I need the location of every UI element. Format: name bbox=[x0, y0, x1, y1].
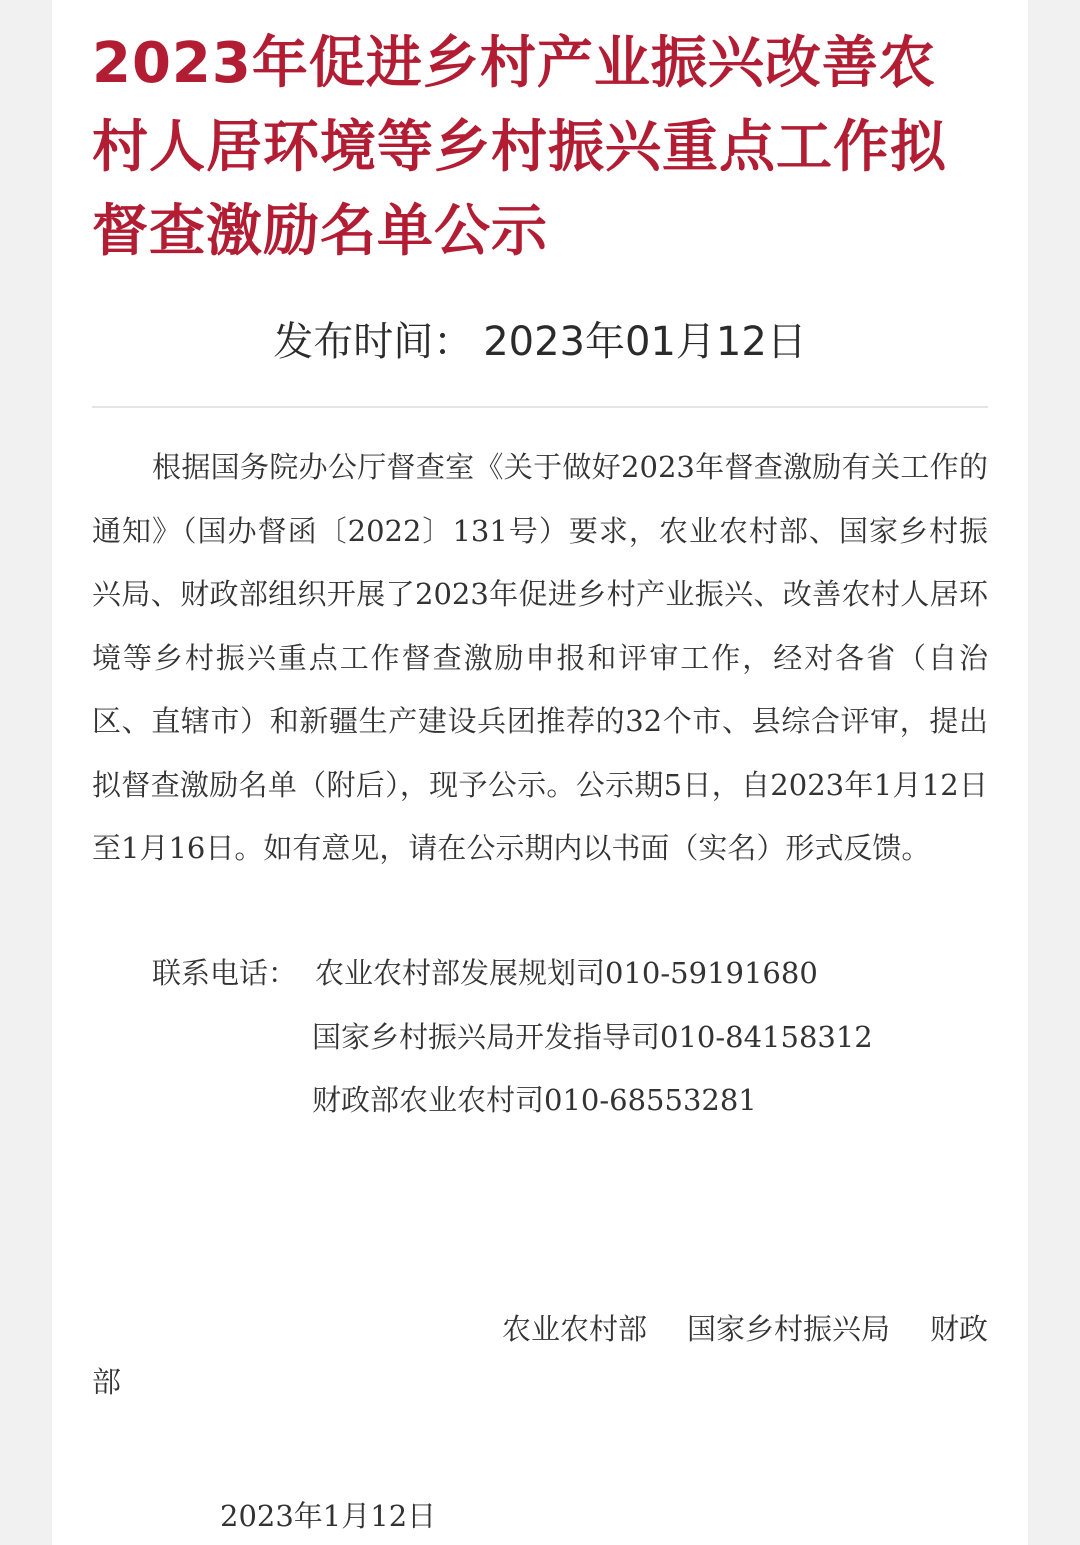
signer-mof-tail: 部 bbox=[92, 1365, 122, 1399]
signer-mof-head: 财政 bbox=[929, 1312, 988, 1346]
signing-date: 2023年1月12日 bbox=[220, 1499, 437, 1533]
contact-line-3 bbox=[312, 1080, 757, 1120]
contact-label: 联系电话： bbox=[152, 956, 298, 990]
publish-time-value: 2023年01月12日 bbox=[483, 319, 807, 365]
article-page bbox=[52, 0, 1028, 1545]
title-divider bbox=[92, 406, 988, 408]
publish-time-label: 发布时间： bbox=[273, 319, 474, 365]
contact-phone-moa: 农业农村部发展规划司010-59191680 bbox=[315, 956, 818, 990]
contact-line-1 bbox=[152, 953, 818, 993]
signer-moa: 农业农村部 bbox=[501, 1312, 647, 1346]
contact-phone-nrra: 国家乡村振兴局开发指导司010-84158312 bbox=[312, 1020, 873, 1054]
article-title: 2023年促进乡村产业振兴改善农村人居环境等乡村振兴重点工作拟督查激励名单公示 bbox=[92, 31, 947, 264]
signer-nrra: 国家乡村振兴局 bbox=[686, 1312, 890, 1346]
signing-organizations bbox=[92, 1303, 988, 1409]
publish-time bbox=[52, 315, 1028, 369]
article-body: 根据国务院办公厅督查室《关于做好2023年督查激励有关工作的通知》（国办督函〔2022〕131号）要求，农业农村部、国家乡村振兴局、财政部组织开展了2023年促进乡村产业振兴、改善农村人居环境等乡村振兴重点工作督查激励申报和评审工作，经对各省（自治区、直辖市）和新疆生产建设兵团推荐的32个市、县综合评审，提出拟督查激励名单（附后），现予公示。公示期5日，自2023年1月12日至1月16日。如有意见，请在公示期内以书面（实名）形式反馈。 bbox=[92, 450, 988, 865]
contact-line-2 bbox=[312, 1017, 873, 1057]
contact-phone-mof: 财政部农业农村司010-68553281 bbox=[312, 1083, 757, 1117]
